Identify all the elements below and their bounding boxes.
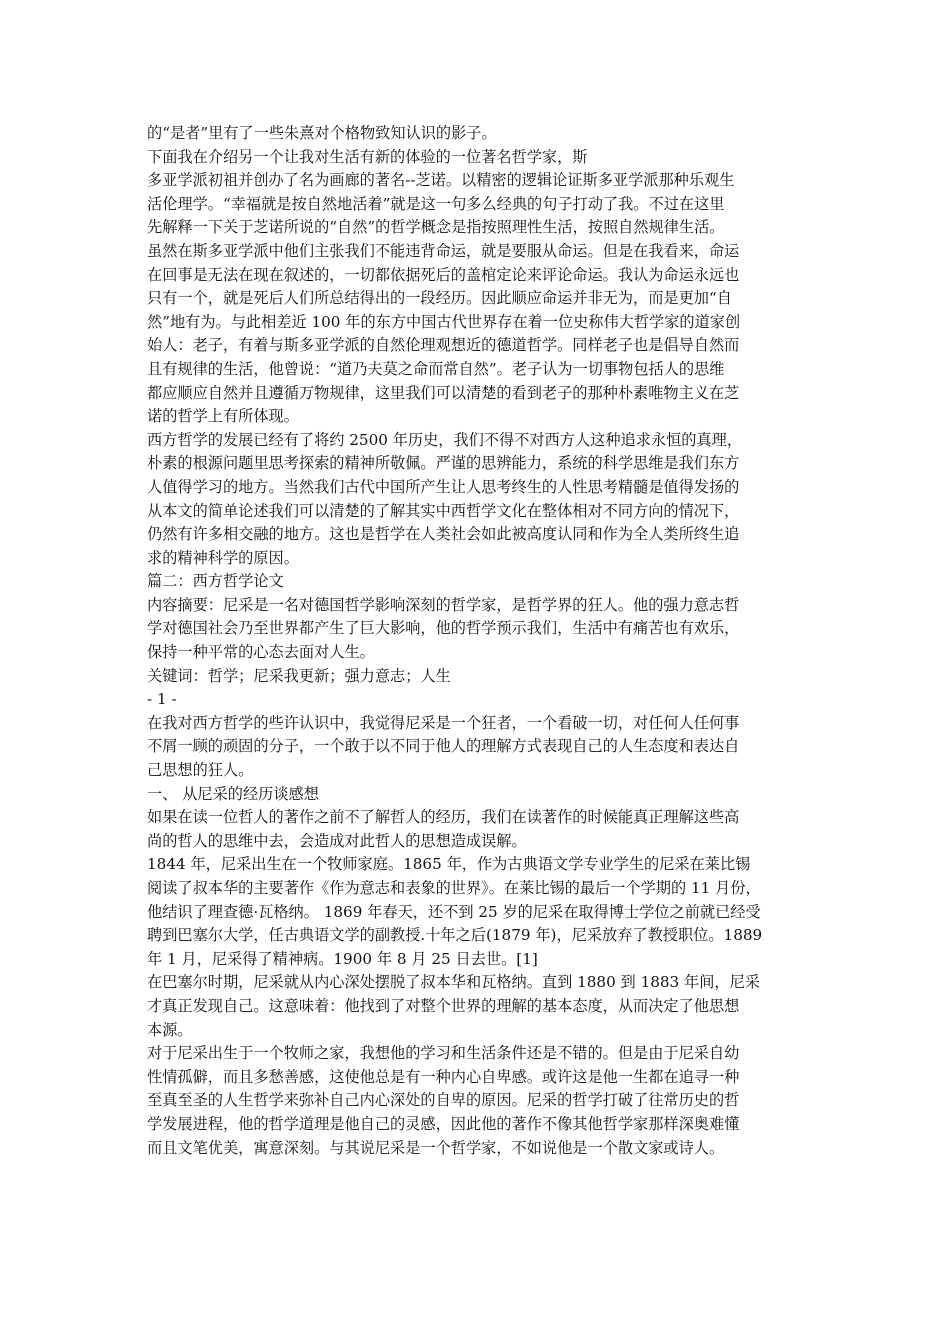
text-line: 的“是者”里有了一些朱熹对个格物致知认识的影子。 xyxy=(147,124,497,142)
text-line: 仍然有许多相交融的地方。这也是哲学在人类社会如此被高度认同和作为全人类所终生追 xyxy=(147,525,740,544)
page-number: - 1 - xyxy=(147,690,177,709)
text-line: 从本文的简单论述我们可以清楚的了解其实中西哲学文化在整体相对不同方向的情况下， xyxy=(147,501,740,520)
text-line: 诺的哲学上有所体现。 xyxy=(147,407,299,426)
text-line: 对于尼采出生于一个牧师之家，我想他的学习和生活条件还是不错的。但是由于尼采自幼 xyxy=(147,1044,740,1063)
text-line: 不屑一顾的顽固的分子，一个敢于以不同于他人的理解方式表现自己的人生态度和表达自 xyxy=(147,737,740,756)
text-line: 尚的哲人的思维中去，会造成对此哲人的思想造成误解。 xyxy=(147,831,527,850)
text-line: 学对德国社会乃至世界都产生了巨大影响，他的哲学预示我们，生活中有痛苦也有欢乐， xyxy=(147,619,740,638)
keywords-line: 关键词：哲学；尼采我更新；强力意志；人生 xyxy=(147,666,451,685)
text-line: 下面我在介绍另一个让我对生活有新的体验的一位著名哲学家，斯 xyxy=(147,147,588,166)
text-line: 在我对西方哲学的些许认识中，我觉得尼采是一个狂者，一个看破一切，对任何人任何事 xyxy=(147,713,740,732)
text-line: 在回事是无法在现在叙述的，一切都依据死后的盖棺定论来评论命运。我认为命运永远也 xyxy=(147,265,740,284)
text-line: 且有规律的生活，他曾说：“道乃夫莫之命而常自然”。老子认为一切事物包括人的思维 xyxy=(147,359,725,378)
section-heading: 篇二：西方哲学论文 xyxy=(147,572,284,591)
text-line: 而且文笔优美，寓意深刻。与其说尼采是一个哲学家，不如说他是一个散文家或诗人。 xyxy=(147,1138,725,1157)
text-line: 虽然在斯多亚学派中他们主张我们不能违背命运，就是要服从命运。但是在我看来，命运 xyxy=(147,241,740,260)
text-line: 本源。 xyxy=(147,1020,193,1039)
text-line: 聘到巴塞尔大学，任古典语文学的副教授.十年之后(1879 年)，尼采放弃了教授职位。1889 xyxy=(147,926,763,945)
text-line: 朴素的根源问题里思考探索的精神所敬佩。严谨的思辨能力，系统的科学思维是我们东方 xyxy=(147,454,740,473)
text-line: 1844 年，尼采出生在一个牧师家庭。1865 年，作为古典语文学专业学生的尼采在莱比锡 xyxy=(147,855,751,874)
text-line: 内容摘要：尼采是一名对德国哲学影响深刻的哲学家，是哲学界的狂人。他的强力意志哲 xyxy=(147,595,740,614)
text-line: 都应顺应自然并且遵循万物规律，这里我们可以清楚的看到老子的那种朴素唯物主义在芝 xyxy=(147,383,740,402)
text-line: 在巴塞尔时期，尼采就从内心深处摆脱了叔本华和瓦格纳。直到 1880 到 1883 年间，尼采 xyxy=(147,973,760,992)
text-line: 如果在读一位哲人的著作之前不了解哲人的经历，我们在读著作的时候能真正理解这些高 xyxy=(147,808,740,827)
text-line: 性情孤僻，而且多愁善感，这使他总是有一种内心自卑感。或许这是他一生都在追寻一种 xyxy=(147,1067,740,1086)
text-line: 至真至圣的人生哲学来弥补自己内心深处的自卑的原因。尼采的哲学打破了往常历史的哲 xyxy=(147,1091,740,1110)
text-line: 始人：老子，有着与斯多亚学派的自然伦理观想近的德道哲学。同样老子也是倡导自然而 xyxy=(147,336,740,355)
text-line: 年 1 月，尼采得了精神病。1900 年 8 月 25 日去世。[1] xyxy=(147,949,538,968)
text-line: 保持一种平常的心态去面对人生。 xyxy=(147,643,375,662)
text-line: 己思想的狂人。 xyxy=(147,761,254,780)
document-body xyxy=(147,122,812,1160)
text-line: 活伦理学。“幸福就是按自然地活着”就是这一句多么经典的句子打动了我。不过在这里 xyxy=(147,194,725,213)
text-line: 才真正发现自己。这意味着：他找到了对整个世界的理解的基本态度，从而决定了他思想 xyxy=(147,996,740,1015)
text-line: 人值得学习的地方。当然我们古代中国所产生让人思考终生的人性思考精髓是值得发扬的 xyxy=(147,477,740,496)
text-line: 阅读了叔本华的主要著作《作为意志和表象的世界》。在莱比锡的最后一个学期的 11 月份， xyxy=(147,879,761,897)
text-line: 学发展进程，他的哲学道理是他自己的灵感，因此他的著作不像其他哲学家那样深奥难懂 xyxy=(147,1114,740,1133)
text-line: 然”地有为。与此相差近 100 年的东方中国古代世界存在着一位史称伟大哲学家的道家创 xyxy=(147,312,741,331)
subsection-heading: 一、 从尼采的经历谈感想 xyxy=(147,784,319,803)
text-line: 多亚学派初祖并创办了名为画廊的著名--芝诺。以精密的逻辑论证斯多亚学派那种乐观生 xyxy=(147,171,735,190)
text-line: 先解释一下关于芝诺所说的“自然”的哲学概念是指按照理性生活，按照自然规律生活。 xyxy=(147,218,725,237)
text-line: 求的精神科学的原因。 xyxy=(147,548,299,567)
text-line: 西方哲学的发展已经有了将约 2500 年历史，我们不得不对西方人这种追求永恒的真理， xyxy=(147,430,743,449)
text-line: 只有一个，就是死后人们所总结得出的一段经历。因此顺应命运并非无为，而是更加“自 xyxy=(147,289,732,308)
text-line: 他结识了理查德·瓦格纳。 1869 年春天，还不到 25 岁的尼采在取得博士学位之前就已经受 xyxy=(147,902,761,921)
